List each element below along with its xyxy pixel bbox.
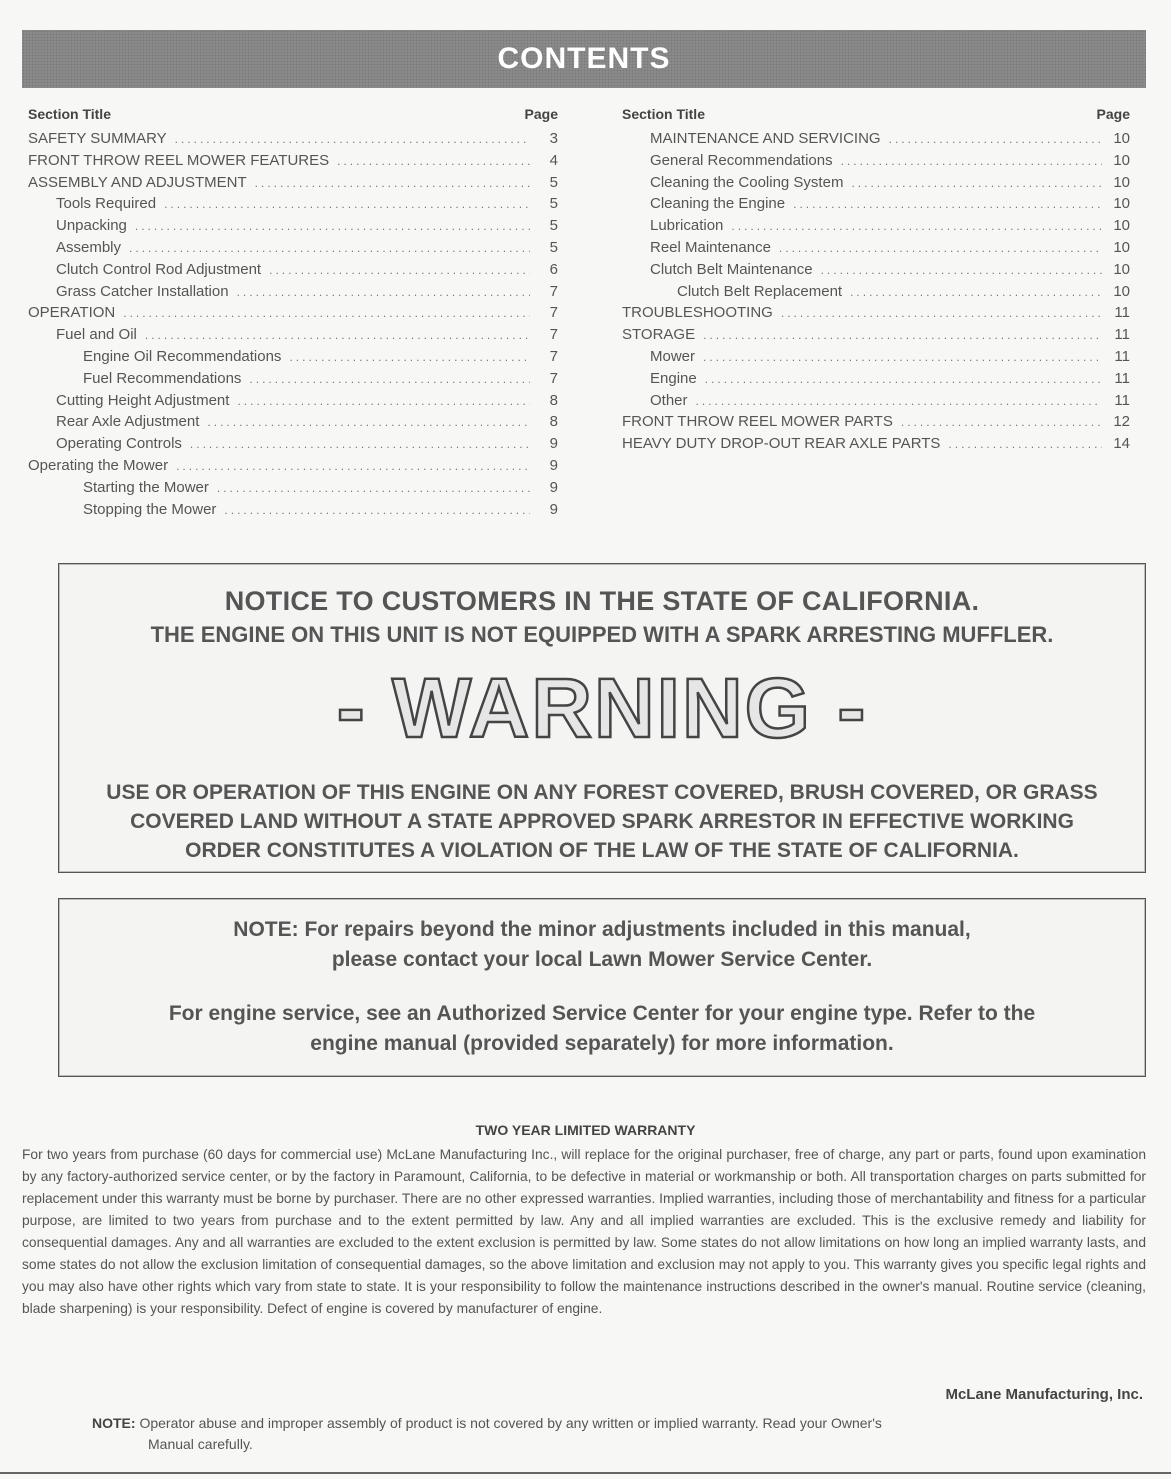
toc-entry-page: 8: [549, 413, 558, 431]
toc-entry-title: Lubrication: [650, 217, 724, 235]
note-text: Operator abuse and improper assembly of product is not covered by any written or implied warranty. Read your Owner's: [139, 1415, 882, 1431]
toc-entry: [28, 217, 558, 239]
toc-leader-dots: [779, 241, 1102, 255]
toc-entry-title: Cleaning the Cooling System: [650, 173, 844, 191]
toc-entry-title: Engine Oil Recommendations: [83, 347, 282, 365]
toc-entry-title: TROUBLESHOOTING: [622, 304, 773, 322]
toc-entry: [28, 348, 558, 370]
toc-entry-title: OPERATION: [28, 304, 116, 322]
toc-leader-dots: [948, 437, 1102, 451]
toc-leader-dots: [207, 415, 530, 429]
contents-header-bar: [22, 30, 1146, 88]
california-body-line: USE OR OPERATION OF THIS ENGINE ON ANY FOREST COVERED, BRUSH COVERED, OR GRASS: [106, 781, 1098, 804]
toc-right-column: [622, 106, 1130, 457]
toc-entry-page: 10: [1113, 238, 1130, 256]
toc-entry: [28, 130, 558, 152]
toc-left-header: [28, 106, 558, 130]
toc-entry-title: MAINTENANCE AND SERVICING: [650, 130, 881, 147]
toc-entry-page: 10: [1113, 217, 1130, 235]
toc-leader-dots: [851, 176, 1102, 190]
toc-entry: [28, 152, 558, 174]
toc-entry: [622, 239, 1130, 261]
toc-entry: [622, 217, 1130, 239]
toc-leader-dots: [781, 306, 1102, 320]
toc-entry-page: 10: [1113, 282, 1130, 300]
toc-entry: [622, 435, 1130, 457]
toc-entry-title: Fuel Recommendations: [83, 369, 242, 387]
toc-entry-page: 4: [549, 151, 558, 169]
toc-entry-page: 5: [549, 173, 558, 191]
toc-entry-title: Grass Catcher Installation: [56, 282, 229, 300]
toc-leader-dots: [237, 285, 530, 299]
toc-entry-page: 5: [549, 217, 558, 235]
toc-section-title-heading: Section Title: [622, 106, 705, 122]
toc-entry-page: 14: [1113, 435, 1130, 453]
toc-entry-title: Operating Controls: [56, 435, 182, 453]
toc-entry: [622, 261, 1130, 283]
toc-leader-dots: [850, 285, 1102, 299]
toc-entry-title: Cleaning the Engine: [650, 195, 786, 213]
toc-entry-page: 5: [549, 195, 558, 213]
toc-entry: [28, 479, 558, 501]
toc-entry-page: 9: [549, 500, 558, 518]
toc-entry-page: 10: [1113, 173, 1130, 191]
california-notice-subtitle: THE ENGINE ON THIS UNIT IS NOT EQUIPPED WITH A SPARK ARRESTING MUFFLER.: [150, 622, 1054, 647]
toc-entry: [622, 152, 1130, 174]
repair-note: [59, 915, 1145, 975]
toc-entry-page: 6: [549, 260, 558, 278]
toc-entry: [28, 501, 558, 523]
toc-leader-dots: [255, 176, 530, 190]
california-notice-title: NOTICE TO CUSTOMERS IN THE STATE OF CALIFORNIA.: [224, 586, 980, 616]
toc-entry-page: 10: [1113, 195, 1130, 213]
warranty-title: TWO YEAR LIMITED WARRANTY: [475, 1122, 696, 1138]
warranty-footnote: [92, 1413, 1132, 1455]
toc-left-column: [28, 106, 558, 522]
toc-leader-dots: [901, 415, 1102, 429]
toc-left-list: [28, 130, 558, 522]
toc-entry-page: 7: [549, 369, 558, 387]
toc-entry: [28, 457, 558, 479]
california-notice-body: [59, 778, 1145, 865]
toc-entry-page: 8: [549, 391, 558, 409]
toc-leader-dots: [269, 263, 530, 277]
toc-page-heading: Page: [1096, 106, 1130, 122]
toc-entry: [622, 195, 1130, 217]
toc-leader-dots: [337, 154, 530, 168]
toc-entry-title: Fuel and Oil: [56, 326, 137, 344]
toc-entry: [28, 370, 558, 392]
toc-page-heading: Page: [524, 106, 558, 122]
toc-leader-dots: [217, 481, 530, 495]
toc-entry-title: SAFETY SUMMARY: [28, 130, 167, 147]
toc-leader-dots: [703, 350, 1102, 364]
toc-entry-page: 9: [549, 478, 558, 496]
toc-entry: [28, 326, 558, 348]
note-line: engine manual (provided separately) for more information.: [310, 1032, 894, 1055]
toc-leader-dots: [889, 132, 1102, 146]
toc-leader-dots: [129, 241, 530, 255]
toc-leader-dots: [249, 372, 530, 386]
toc-leader-dots: [123, 306, 530, 320]
note-line: please contact your local Lawn Mower Service Center.: [331, 948, 873, 971]
toc-entry-title: Rear Axle Adjustment: [56, 413, 200, 431]
warning-heading: - WARNING -: [336, 661, 868, 755]
contents-title: CONTENTS: [497, 42, 671, 75]
toc-entry-title: Clutch Control Rod Adjustment: [56, 260, 262, 278]
toc-leader-dots: [821, 263, 1102, 277]
toc-entry: [622, 174, 1130, 196]
toc-right-list: [622, 130, 1130, 457]
california-body-line: COVERED LAND WITHOUT A STATE APPROVED SPARK ARRESTOR IN EFFECTIVE WORKING: [130, 810, 1074, 833]
toc-entry-page: 10: [1113, 151, 1130, 169]
page-bottom-rule: [0, 1472, 1171, 1474]
toc-entry: [28, 261, 558, 283]
toc-leader-dots: [289, 350, 530, 364]
toc-entry-page: 9: [549, 456, 558, 474]
toc-entry-title: Other: [650, 391, 688, 409]
toc-entry-title: Operating the Mower: [28, 456, 169, 474]
toc-entry-page: 7: [549, 304, 558, 322]
toc-entry: [622, 283, 1130, 305]
toc-entry: [28, 413, 558, 435]
toc-entry: [28, 239, 558, 261]
toc-entry-title: General Recommendations: [650, 151, 833, 169]
toc-leader-dots: [705, 372, 1102, 386]
california-notice-box: [58, 563, 1146, 873]
toc-leader-dots: [793, 197, 1102, 211]
toc-entry-page: 7: [549, 326, 558, 344]
toc-entry: [622, 326, 1130, 348]
toc-entry: [622, 348, 1130, 370]
toc-entry-page: 10: [1113, 260, 1130, 278]
toc-leader-dots: [237, 394, 530, 408]
toc-entry: [28, 174, 558, 196]
toc-leader-dots: [841, 154, 1102, 168]
toc-entry-title: STORAGE: [622, 326, 696, 344]
toc-right-header: [622, 106, 1130, 130]
toc-entry: [28, 283, 558, 305]
toc-entry-title: Assembly: [56, 238, 122, 256]
toc-entry-page: 12: [1113, 413, 1130, 431]
toc-leader-dots: [190, 437, 530, 451]
note-line: NOTE: For repairs beyond the minor adjustments included in this manual,: [233, 918, 971, 941]
engine-service-note: [59, 999, 1145, 1059]
toc-entry-page: 7: [549, 282, 558, 300]
toc-entry: [28, 304, 558, 326]
toc-entry-title: Stopping the Mower: [83, 500, 217, 518]
note-line: For engine service, see an Authorized Service Center for your engine type. Refer to the: [168, 1002, 1036, 1025]
toc-entry-page: 3: [549, 130, 558, 147]
toc-leader-dots: [731, 219, 1102, 233]
toc-entry-title: Tools Required: [56, 195, 157, 213]
toc-entry-page: 11: [1114, 326, 1130, 344]
toc-entry: [622, 413, 1130, 435]
toc-entry-page: 7: [549, 347, 558, 365]
toc-entry-page: 11: [1114, 347, 1130, 365]
toc-leader-dots: [135, 219, 530, 233]
note-label: NOTE:: [92, 1415, 136, 1431]
toc-leader-dots: [175, 132, 530, 146]
warranty-signature: McLane Manufacturing, Inc.: [945, 1386, 1143, 1403]
toc-leader-dots: [164, 197, 530, 211]
service-note-box: [58, 898, 1146, 1077]
toc-entry-title: Unpacking: [56, 217, 127, 235]
toc-entry-title: FRONT THROW REEL MOWER FEATURES: [28, 151, 330, 169]
toc-leader-dots: [696, 394, 1102, 408]
toc-entry: [622, 392, 1130, 414]
toc-entry-page: 5: [549, 238, 558, 256]
toc-entry: [28, 392, 558, 414]
toc-entry: [622, 370, 1130, 392]
toc-entry-page: 11: [1114, 369, 1130, 387]
toc-entry-title: Clutch Belt Replacement: [677, 282, 843, 300]
toc-leader-dots: [176, 459, 530, 473]
toc-entry-page: 11: [1114, 391, 1130, 409]
toc-entry-title: Reel Maintenance: [650, 238, 771, 256]
toc-section-title-heading: Section Title: [28, 106, 111, 122]
toc-entry-title: Starting the Mower: [83, 478, 209, 496]
toc-entry-title: FRONT THROW REEL MOWER PARTS: [622, 413, 893, 431]
toc-leader-dots: [224, 503, 530, 517]
warranty-body: For two years from purchase (60 days for commercial use) McLane Manufacturing Inc., will replace for the original purchaser, free of charge, any part or parts, found upon examination by any factory-authorized service center, or by the factory in Paramount, California, to be defective in material or workmanship or both. All transportation charges on parts submitted for replacement under this warranty must be borne by purchaser. There are no other expressed warranties. Implied warranties, including those of merchantability and fitness for a particular purpose, are limited to two years from purchase and to the extent permitted by law. Any and all implied warranties are excluded. This is the exclusive remedy and liability for consequential damages. Any and all warranties are excluded to the extent exclusion is permitted by law. Some states do not allow limitations on how long an implied warranty lasts, and some states do not allow the exclusion limitation of consequential damages, so the above limitation and exclusion may not apply to you. This warranty gives you specific legal rights and you may also have other rights which vary from state to state. It is your responsibility to follow the maintenance instructions described in the owner's manual. Routine service (cleaning, blade sharpening) is your responsibility. Defect of engine is covered by manufacturer of engine.: [22, 1147, 1146, 1316]
toc-entry-title: Mower: [650, 347, 696, 365]
toc-entry: [28, 435, 558, 457]
note-text-continued: Manual carefully.: [148, 1436, 253, 1452]
toc-entry: [622, 304, 1130, 326]
toc-entry-page: 11: [1114, 304, 1130, 322]
toc-entry-title: ASSEMBLY AND ADJUSTMENT: [28, 173, 247, 191]
toc-entry-page: 9: [549, 435, 558, 453]
toc-entry-title: Clutch Belt Maintenance: [650, 260, 813, 278]
california-body-line: ORDER CONSTITUTES A VIOLATION OF THE LAW OF THE STATE OF CALIFORNIA.: [185, 839, 1019, 862]
toc-entry-title: Engine: [650, 369, 697, 387]
toc-entry-title: Cutting Height Adjustment: [56, 391, 230, 409]
toc-leader-dots: [703, 328, 1102, 342]
toc-entry-title: HEAVY DUTY DROP-OUT REAR AXLE PARTS: [622, 435, 941, 453]
toc-entry-page: 10: [1113, 130, 1130, 147]
toc-leader-dots: [145, 328, 530, 342]
toc-entry: [28, 195, 558, 217]
toc-entry: [622, 130, 1130, 152]
